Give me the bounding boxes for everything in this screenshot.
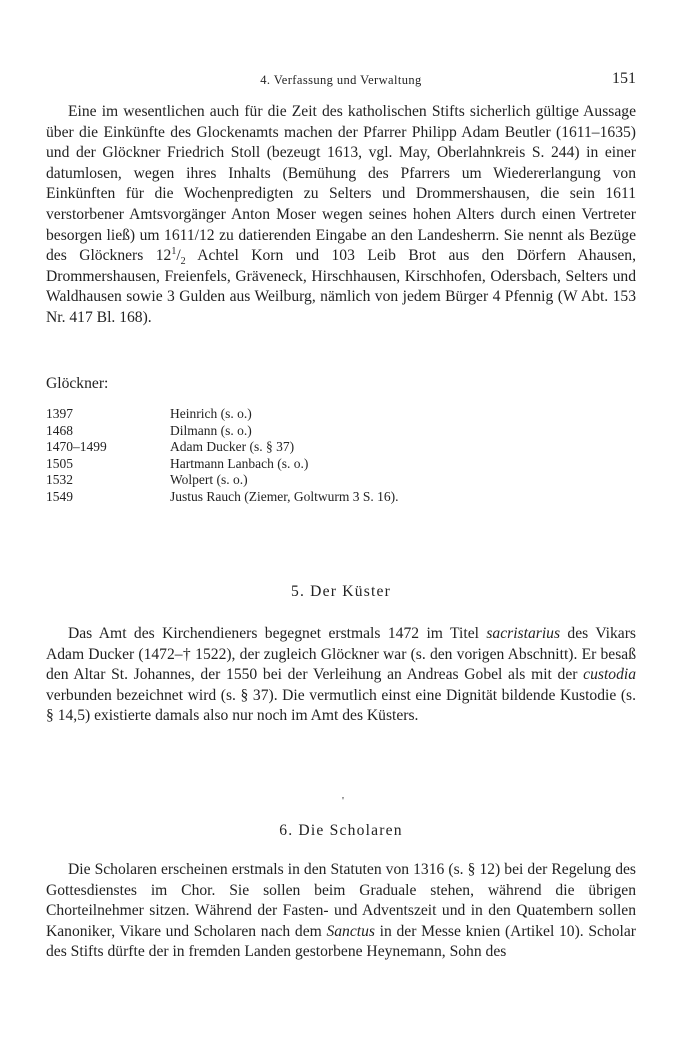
list-item-name: Adam Ducker (s. § 37) bbox=[170, 439, 295, 455]
paragraph-sexton bbox=[46, 624, 636, 727]
section-heading-scholars: 6. Die Scholaren bbox=[279, 822, 403, 839]
list-item-year: 1532 bbox=[46, 472, 73, 488]
list-item-year: 1549 bbox=[46, 488, 73, 504]
list-item-year: 1397 bbox=[46, 406, 73, 421]
list-item-name: Justus Rauch (Ziemer, Goltwurm 3 S. 16). bbox=[170, 488, 399, 504]
paragraph-text: des Vikars Adam Ducker (1472–† 1522), der zugleich Glöckner war (s. den vorigen Abschnitt). Er besaß den Altar St. Johannes, der 1550 bei der Verleihung an Andreas Gobel als mit der bbox=[46, 625, 636, 684]
fraction-numerator: 1 bbox=[171, 245, 177, 257]
list-item bbox=[46, 406, 399, 423]
list-item bbox=[46, 472, 399, 489]
list-item-name: Dilmann (s. o.) bbox=[170, 422, 252, 438]
paragraph-bell-ringer-income bbox=[46, 102, 636, 329]
page-header bbox=[46, 70, 636, 90]
list-item-year: 1468 bbox=[46, 422, 73, 438]
paragraph-text: Die Scholaren erscheinen erstmals in den Statuten von 1316 (s. § 12) bei der Regelung des Gottesdienstes im Chor. Sie sollen beim Graduale stehen, während die übrigen Chorteilnehmer sitzen. Während der Fasten- und Adventszeit und in den Quatembern sollen Kanoniker, Vikare und Scholaren nach dem bbox=[46, 861, 636, 940]
list-item bbox=[46, 456, 399, 473]
section-heading-sexton: 5. Der Küster bbox=[290, 583, 392, 600]
bell-ringer-list bbox=[46, 406, 399, 506]
paragraph-text: Achtel Korn und 103 Leib Brot aus den Dörfern Ahausen, Drommershausen, Freienfels, Gräveneck, Hirschhausen, Kirschhofen, Odersbach, Selters und Waldhausen sowie 3 Gulden aus Weilburg, nämlich von jedem Bürger 4 Pfennig (W Abt. 153 Nr. 417 Bl. 168). bbox=[46, 247, 637, 326]
list-item bbox=[46, 489, 399, 506]
latin-term: sacristarius bbox=[486, 625, 561, 642]
latin-term: custodia bbox=[583, 666, 636, 684]
paragraph-scholars bbox=[46, 860, 636, 963]
list-item-year: 1505 bbox=[46, 455, 73, 471]
paragraph-text: in der Messe knien (Artikel 10). Scholar des Stifts dürfte der in fremden Landen gestorbene Heynemann, Sohn des bbox=[46, 922, 636, 961]
fraction-slash: / bbox=[176, 247, 181, 265]
latin-term: Sanctus bbox=[326, 922, 375, 940]
list-item-name: Heinrich (s. o.) bbox=[170, 406, 252, 421]
fraction-denominator: 2 bbox=[180, 256, 186, 268]
list-item-year: 1470–1499 bbox=[46, 439, 107, 455]
page-number: 151 bbox=[612, 70, 636, 87]
paragraph-text: Eine im wesentlichen auch für die Zeit des katholischen Stifts sicherlich gültige Aussage über die Einkünfte des Glockenamts machen der Pfarrer Philipp Adam Beutler (1611–1635) und der Glöckner Friedrich Stoll (bezeugt 1613, vgl. May, Oberlahnkreis S. 244) in einer datumlosen, wegen ihres Inhalts (Bemühung des Pfarrers um Wiedererlangung von Einkünften für die Wochenpredigten zu Selters und Drommershausen, die sein 1611 verstorbener Amtsvorgänger Anton Moser wegen seines hohen Alters durch einen Vertreter besorgen ließ) um 1611/12 zu datierenden Eingabe an den Landesherrn. Sie nennt als Bezüge des Glöckners 12 bbox=[46, 103, 636, 265]
list-item-name: Wolpert (s. o.) bbox=[170, 472, 248, 488]
list-label: Glöckner: bbox=[46, 375, 109, 392]
list-item bbox=[46, 423, 399, 440]
stray-mark: ' bbox=[342, 795, 344, 807]
running-head: 4. Verfassung und Verwaltung bbox=[260, 73, 422, 87]
list-item-name: Hartmann Lanbach (s. o.) bbox=[170, 455, 309, 471]
paragraph-text: verbunden bezeichnet wird (s. § 37). Die vermutlich einst eine Dignität bildende Kustodie (s. § 14,5) existierte damals also nur noch im Amt des Küsters. bbox=[46, 686, 636, 725]
paragraph-text: Das Amt des Kirchendieners begegnet erstmals 1472 im Titel bbox=[68, 625, 487, 642]
list-item bbox=[46, 439, 399, 456]
